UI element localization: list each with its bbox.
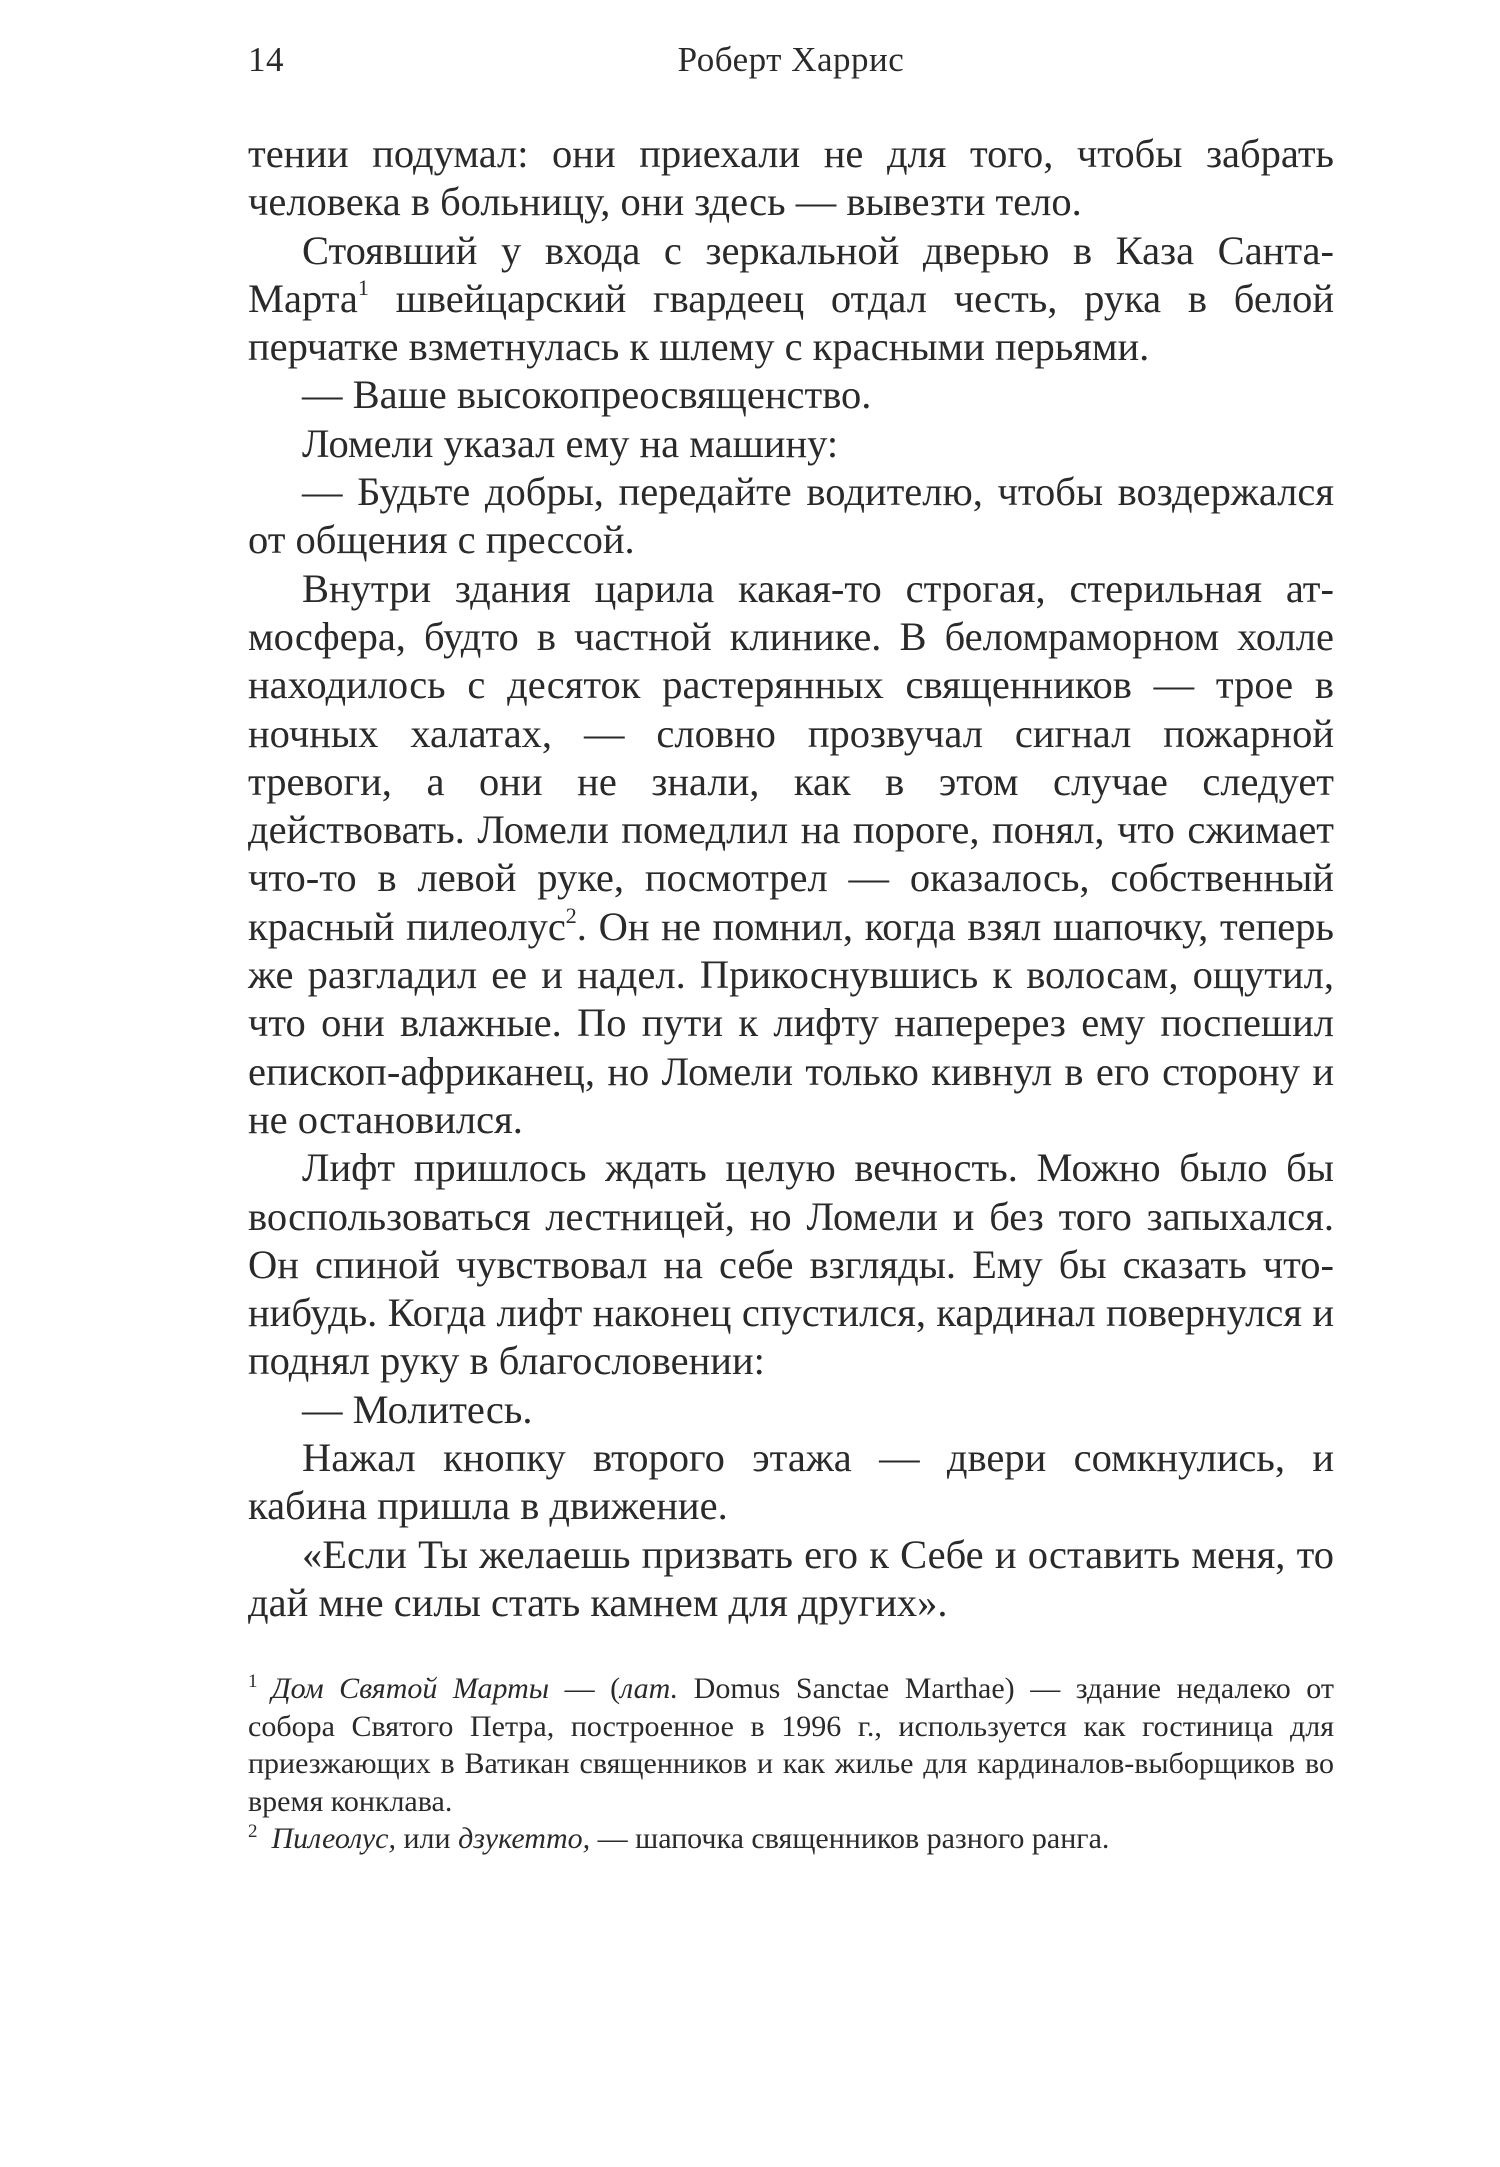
footnote-ref: 2 bbox=[565, 903, 577, 929]
footnote-ref: 1 bbox=[357, 275, 369, 301]
body-text bbox=[248, 130, 1334, 1627]
footnote-mark: 2 bbox=[248, 1821, 258, 1842]
paragraph: «Если Ты желаешь призвать его к Себе и оставить меня, то дай мне силы стать камнем для других». bbox=[248, 1531, 1334, 1625]
paragraph: Лифт пришлось ждать целую вечность. Можно было бы воспользоваться лестницей, но Ломели и без того запыхался. Он спиной чувствовал на себе взгляды. Ему бы сказать что-нибудь. Когда лифт наконец спустился, кардинал повернулся и поднял руку в благословении: bbox=[248, 1145, 1334, 1384]
footnote-term: лат. bbox=[620, 1672, 679, 1705]
dialog-line: — Молитесь. bbox=[302, 1386, 533, 1432]
footnote-term: дзукетто, bbox=[458, 1822, 591, 1855]
dialog-line: — Ваше высокопреосвященство. bbox=[302, 372, 872, 418]
running-head: Роберт Харрис bbox=[677, 40, 905, 79]
footnote-mark: 1 bbox=[248, 1671, 258, 1692]
page-header bbox=[248, 40, 1334, 90]
footnote-term: Пилеолус, bbox=[271, 1822, 396, 1855]
page-number: 14 bbox=[248, 40, 284, 79]
paragraph: тении подумал: они приехали не для того, чтобы забрать человека в больницу, они здесь — вывезти тело. bbox=[248, 131, 1334, 225]
footnote-term: Дом Святой Марты bbox=[271, 1672, 550, 1705]
dialog-line: — Будьте добры, передайте водителю, чтобы воздержался от общения с прессой. bbox=[248, 469, 1334, 563]
footnote bbox=[248, 1670, 1334, 1820]
paragraph-text: швейцарский гвардеец отдал честь, рука в белой перчатке взметнулась к шлему с красными перьями. bbox=[248, 275, 1334, 370]
footnote-text: — ( bbox=[549, 1672, 621, 1705]
paragraph-text: . Он не помнил, когда взял шапочку, теперь же разгладил ее и надел. Прикоснувшись к волосам, ощутил, что они влажные. По пути к лифту наперерез ему поспешил епископ-африканец, но Ломели только кивнул в его сторону и не остановился. bbox=[248, 903, 1334, 1142]
paragraph-text: Внутри здания царила какая-то строгая, стерильная атмосфера, будто в частной клинике. В беломраморном холле находилось с десяток растерянных священников — трое в ночных халатах, — словно прозвучал сигнал пожарной тревоги, а они не знали, как в этом случае следует действовать. Ломели помедлил на пороге, понял, что сжимает что-то в левой руке, посмотрел — оказалось, собственный красный пилеолус bbox=[248, 565, 1334, 949]
paragraph-text: Стоявший у входа с зеркальной дверью в Каза Санта-Марта bbox=[248, 227, 1334, 321]
footnote-text: — шапочка священников разного ранга. bbox=[590, 1822, 1110, 1855]
paragraph: Нажал кнопку второго этажа — двери сомкнулись, и кабина пришла в движение. bbox=[248, 1435, 1334, 1529]
footnote bbox=[248, 1820, 1334, 1858]
paragraph: Ломели указал ему на машину: bbox=[302, 420, 839, 466]
paragraph bbox=[248, 227, 1334, 372]
footnote-text: или bbox=[395, 1822, 459, 1855]
paragraph bbox=[248, 565, 1334, 1145]
footnote-text: Domus Sanctae Marthae) — здание недалеко от собора Святого Петра, построенное в 1996 г., используется как гостиница для приезжающих в Ватикан священников и как жилье для кардиналов-выборщиков во время конклава. bbox=[248, 1672, 1334, 1818]
footnotes bbox=[248, 1670, 1334, 1858]
